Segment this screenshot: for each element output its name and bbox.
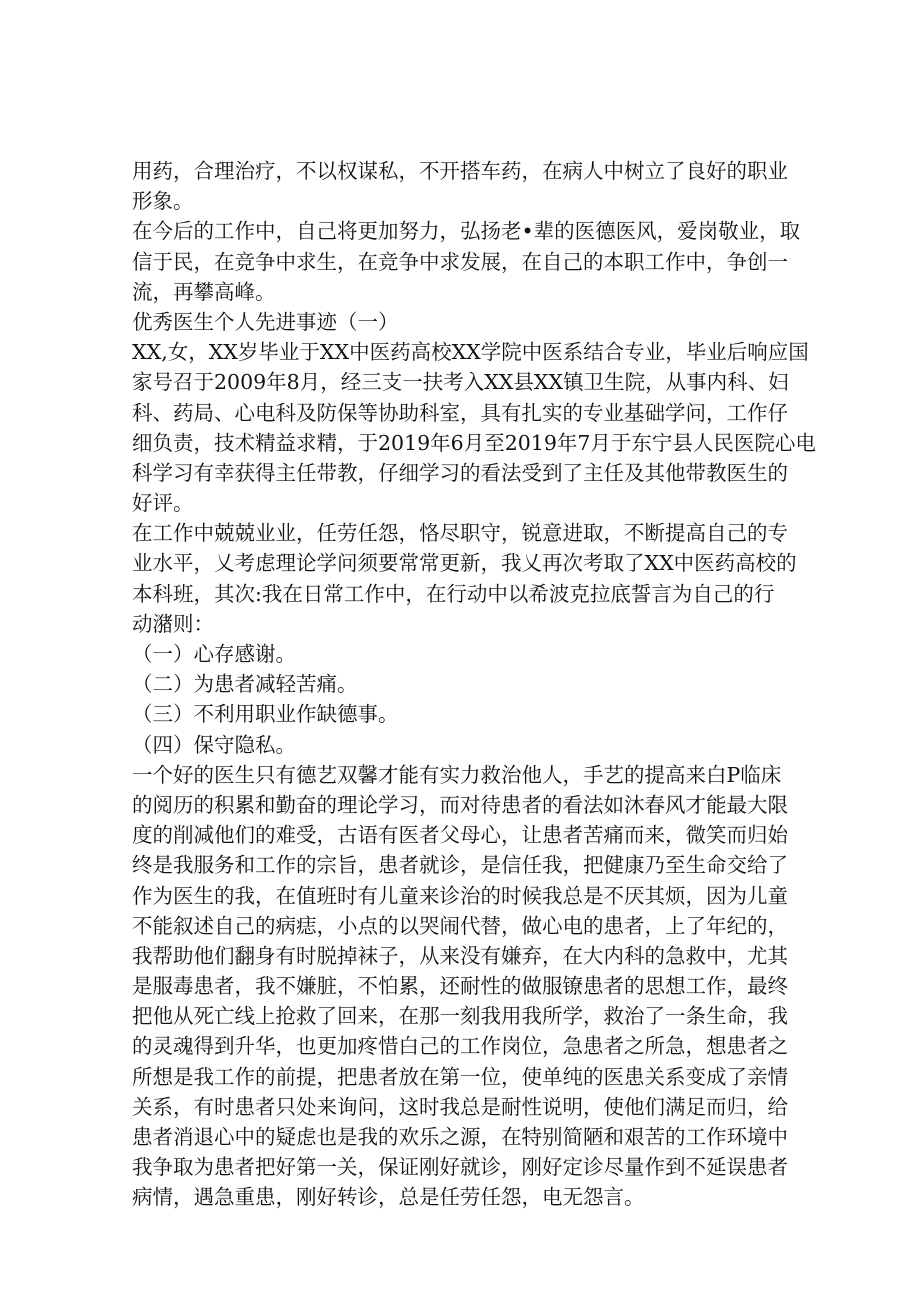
text-line: 病情，遇急重患，刚好转诊，总是任劳任怨，电无怨言。 (132, 1185, 645, 1210)
document-body (132, 156, 816, 1213)
text-line: 我帮助他们翻身有时脱掉袜子，从来没有嫌弃，在大内科的急救中，尤其 (132, 943, 788, 968)
text-line: 用药，合理治疗，不以权谋私，不开搭车药，在病人中树立了良好的职业 (132, 159, 788, 183)
text-line: 科学习有幸获得主任带教，仔细学习的看法受到了主任及其他带教医生的 (132, 460, 788, 485)
text-line: 所想是我工作的前提，把患者放在第一位，使单纯的医患关系变成了亲情 (132, 1064, 788, 1089)
list-item: （二）为患者减轻苦痛。 (132, 672, 358, 697)
section-heading: 优秀医生个人先进事迹（一） (132, 309, 399, 334)
text-line: 流，再攀高峰。 (132, 279, 276, 304)
text-line: 患者消退心中的疑虑也是我的欢乐之源，在特别简陋和艰苦的工作环境中 (132, 1125, 788, 1149)
list-item: （四）保守隐私。 (132, 732, 296, 757)
list-item: （三）不利用职业作缺德事。 (132, 702, 399, 727)
text-line: 好评。 (132, 491, 194, 516)
text-line: 作为医生的我，在值班时有儿童来诊治的时候我总是不厌其烦，因为儿童 (132, 883, 788, 908)
text-line: 科、药局、心电科及防保等协助科室，具有扎实的专业基础学问，工作仔 (132, 400, 788, 425)
list-item: （一）心存感谢。 (132, 642, 296, 666)
text-line: 形象。 (132, 189, 194, 214)
text-line: 一个好的医生只有德艺双馨才能有实力救治他人，手艺的提高来白P临床 (132, 762, 782, 787)
text-line: 终是我服务和工作的宗旨，患者就诊，是信任我，把健康乃至生命交给了 (132, 853, 788, 878)
text-line: 是服毒患者，我不嫌脏，不怕累，还耐性的做服镣患者的思想工作，最终 (132, 974, 788, 999)
text-line: 关系，有时患者只处来询问，这时我总是耐性说明，使他们满足而归，给 (132, 1094, 788, 1119)
text-line: 在今后的工作中，自己将更加努力，弘扬老•辈的医德医风，爱岗敬业，取 (132, 219, 801, 244)
text-line: 本科班，其次:我在日常工作中，在行动中以希波克拉底誓言为自己的行 (132, 581, 775, 606)
text-line: 我争取为患者把好第一关，保证刚好就诊，刚好定诊尽量作到不延误患者 (132, 1155, 788, 1180)
text-line: XX,女，XX岁毕业于XX中医药高校XX学院中医系结合专业，毕业后响应国 (132, 340, 809, 365)
text-line: 细负责，技术精益求精，于2019年6月至2019年7月于东宁县人民医院心电 (132, 430, 816, 455)
text-line: 业水平，乂考虑理论学问须要常常更新，我乂再次考取了XX中医药高校的 (132, 551, 797, 576)
text-line: 不能叙述自己的病痣，小点的以哭闹代替，做心电的患者，上了年纪的， (132, 913, 788, 938)
text-line: 度的削减他们的难受，古语有医者父母心，让患者苦痛而来，微笑而归始 (132, 823, 788, 848)
text-line: 信于民，在竞争中求生，在竞争中求发展，在自己的本职工作中，争创一 (132, 249, 788, 274)
text-line: 的灵魂得到升华，也更加疼惜白己的工作岗位，急患者之所急，想患者之 (132, 1034, 788, 1059)
text-line: 在工作中兢兢业业，任劳任怨，恪尽职守，锐意进取，不断提高自己的专 (132, 521, 788, 546)
text-line: 的阅历的积累和勤奋的理论学习，而对待患者的看法如沐春风才能最大限 (132, 792, 788, 817)
text-line: 家号召于2009年8月，经三支一扶考入XX县XX镇卫生院，从事内科、妇 (132, 370, 789, 395)
text-line: 动潴则： (132, 611, 214, 636)
text-line: 把他从死亡线上抢救了回来，在那一刻我用我所学，救治了一条生命，我 (132, 1004, 788, 1029)
